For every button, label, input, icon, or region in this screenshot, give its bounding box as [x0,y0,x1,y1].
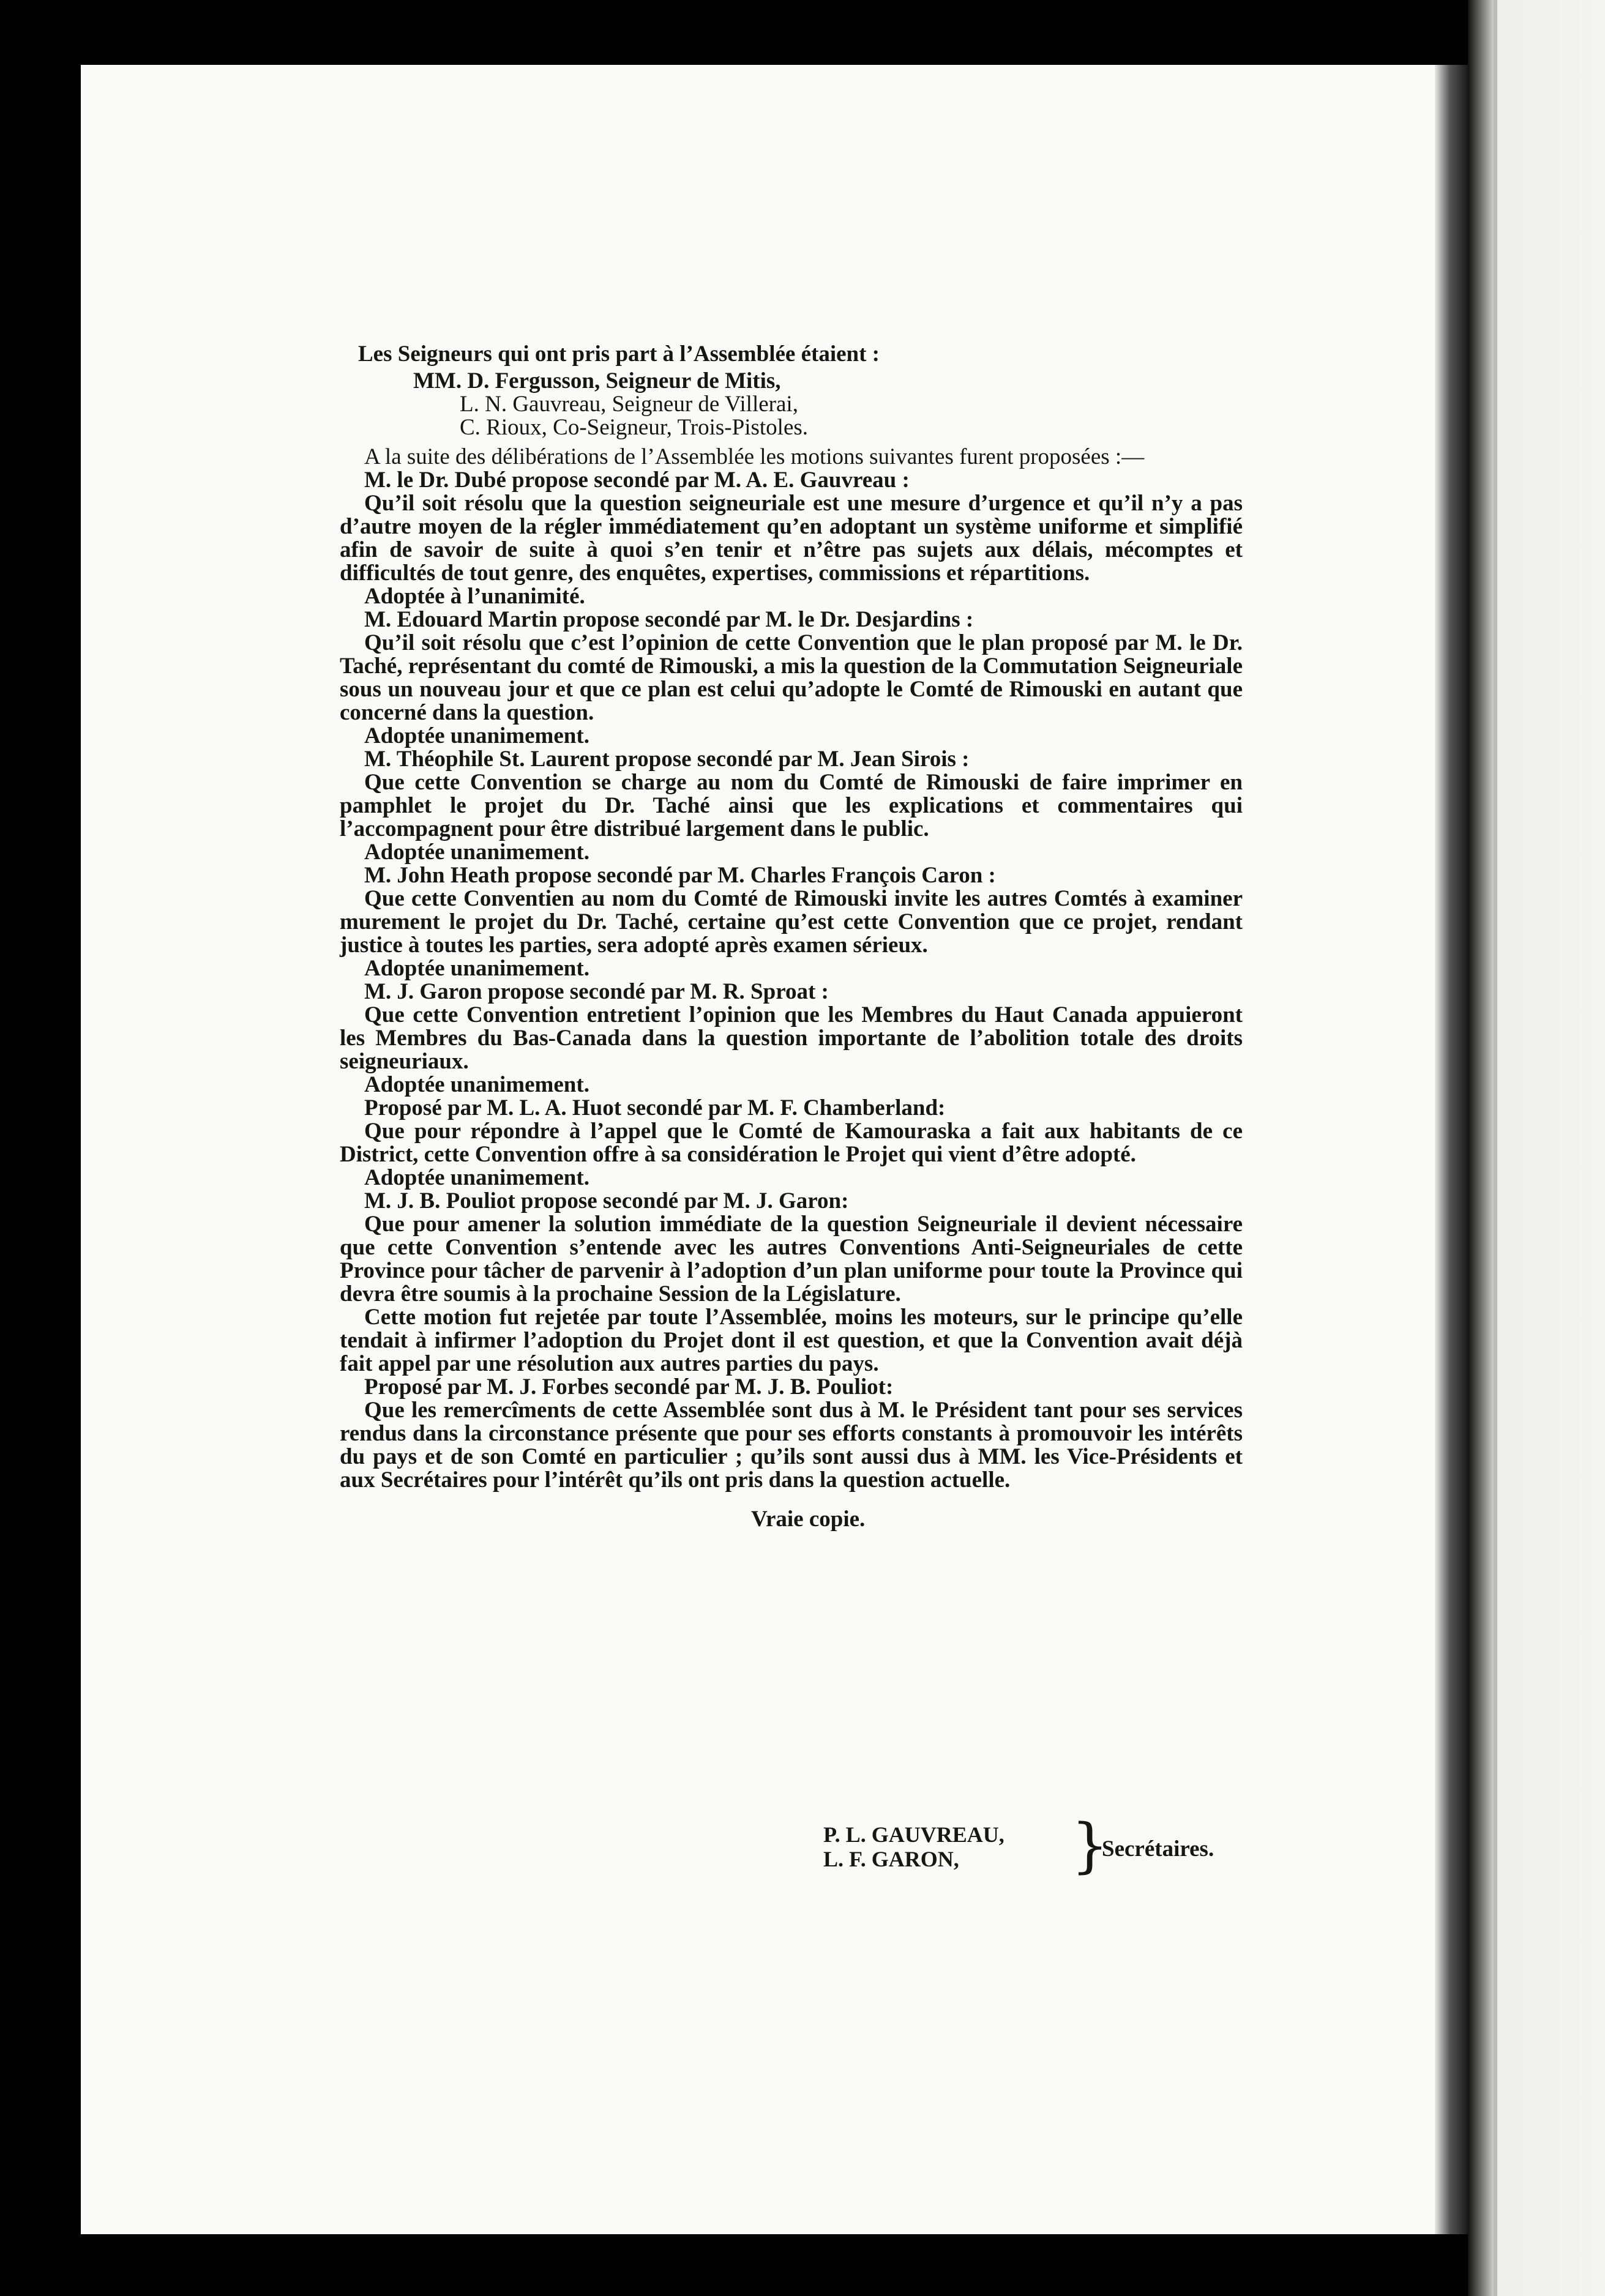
motion-text: Que pour amener la solution immédiate de la question Seigneuriale il devient nécessaire que cette Convention s’entende avec les autres Conventions Anti-Seigneuriales de cette Province pour tâcher de parvenir à l’adoption d’un plan uniforme pour toute la Province qui devra être soumis à la prochaine Session de la Législature. [340,1212,1243,1306]
motion-result: Adoptée unanimement. [364,1165,589,1190]
motion-result: Adoptée unanimement. [364,1072,589,1097]
signatories-block [823,1822,1005,1871]
motion-text: Que les remercîments de cette Assemblée sont dus à M. le Président tant pour ses services rendus dans la circonstance présente que pour ses efforts constants à promouvoir les intérêts du pays et de son Comté en particulier ; qu’ils sont aussi dus à MM. les Vice-Présidents et aux Secrétaires pour l’intérêt qu’ils ont pris dans la question actuelle. [340,1398,1243,1493]
motion-result: Adoptée à l’unanimité. [364,584,585,609]
signatory-name: P. L. GAUVREAU, [823,1822,1005,1847]
motion-mover: Proposé par M. J. Forbes secondé par M. J. B. Pouliot: [364,1374,894,1400]
seigneur-line: L. N. Gauvreau, Seigneur de Villerai, [460,392,798,417]
page-spine-shadow [1435,65,1468,2234]
true-copy-label: Vraie copie. [751,1507,866,1532]
signatory-name: L. F. GARON, [823,1847,959,1871]
seigneurs-list [340,370,1243,439]
signatory-role: Secrétaires. [1102,1836,1214,1862]
brace-glyph: } [1071,1811,1109,1880]
motion-block [340,748,1243,864]
motion-mover: Proposé par M. L. A. Huot secondé par M. F. Chamberland: [364,1095,946,1120]
motion-block [340,980,1243,1097]
motion-mover: M. J. Garon propose secondé par M. R. Sproat : [364,979,829,1004]
seigneur-line: C. Rioux, Co-Seigneur, Trois-Pistoles. [460,415,809,440]
adjacent-page-edge [1468,0,1605,2296]
motion-block [340,1190,1243,1376]
motion-result: Adoptée unanimement. [364,723,589,748]
page-edge-line [1494,0,1497,2296]
motion-text: Que cette Convention entretient l’opinion que les Membres du Haut Canada appuieront les Membres du Bas-Canada dans la question importante de l’abolition totale des droits seigneuriaux. [340,1002,1243,1074]
motion-block [340,608,1243,748]
motion-block [340,469,1243,608]
motion-block [340,864,1243,980]
attendees-heading: Les Seigneurs qui ont pris part à l’Assemblée étaient : [358,341,880,367]
motion-mover: M. J. B. Pouliot propose secondé par M. J. Garon: [364,1188,849,1213]
intro-paragraph: A la suite des délibérations de l’Assemblée les motions suivantes furent proposées :— [364,444,1145,469]
motion-result: Adoptée unanimement. [364,956,589,981]
seigneur-line: MM. D. Fergusson, Seigneur de Mitis, [413,368,781,393]
motion-mover: M. Edouard Martin propose secondé par M. le Dr. Desjardins : [364,607,974,632]
motion-block [340,1376,1243,1492]
motion-text: Que pour répondre à l’appel que le Comté de Kamouraska a fait aux habitants de ce District, cette Convention offre à sa considération le Projet qui vient d’être adopté. [340,1119,1243,1167]
motion-text: Qu’il soit résolu que c’est l’opinion de cette Convention que le plan proposé par M. le Dr. Taché, représentant du comté de Rimouski, a mis la question de la Commutation Seigneuriale sous un nouveau jour et que ce plan est celui qu’adopte le Comté de Rimouski en autant que concerné dans la question. [340,630,1243,725]
motion-result: Adoptée unanimement. [364,840,589,865]
motion-mover: M. le Dr. Dubé propose secondé par M. A. E. Gauvreau : [364,468,910,493]
motion-mover: M. Théophile St. Laurent propose secondé par M. Jean Sirois : [364,747,970,772]
motion-block [340,1097,1243,1190]
document-body [340,343,1243,1531]
motion-text: Qu’il soit résolu que la question seigneuriale est une mesure d’urgence et qu’il n’y a pas d’autre moyen de la régler immédiatement qu’en adoptant un système uniforme et simplifié afin de savoir de suite à quoi s’en tenir et n’être pas sujets aux délais, mécomptes et difficultés de tout genre, des enquêtes, expertises, commissions et répartitions. [340,491,1243,586]
motion-result: Cette motion fut rejetée par toute l’Assemblée, moins les moteurs, sur le principe qu’elle tendait à infirmer l’adoption du Projet dont il est question, et que la Convention avait déjà fait appel par une résolution aux autres parties du pays. [340,1305,1243,1376]
motion-text: Que cette Conventien au nom du Comté de Rimouski invite les autres Comtés à examiner murement le projet du Dr. Taché, certaine qu’est cette Convention que ce projet, rendant justice à toutes les parties, sera adopté après examen sérieux. [340,886,1243,958]
motion-mover: M. John Heath propose secondé par M. Charles François Caron : [364,863,996,888]
motion-text: Que cette Convention se charge au nom du Comté de Rimouski de faire imprimer en pamphlet le projet du Dr. Taché ainsi que les explications et commentaires qui l’accompagnent pour être distribué largement dans le public. [340,770,1243,841]
